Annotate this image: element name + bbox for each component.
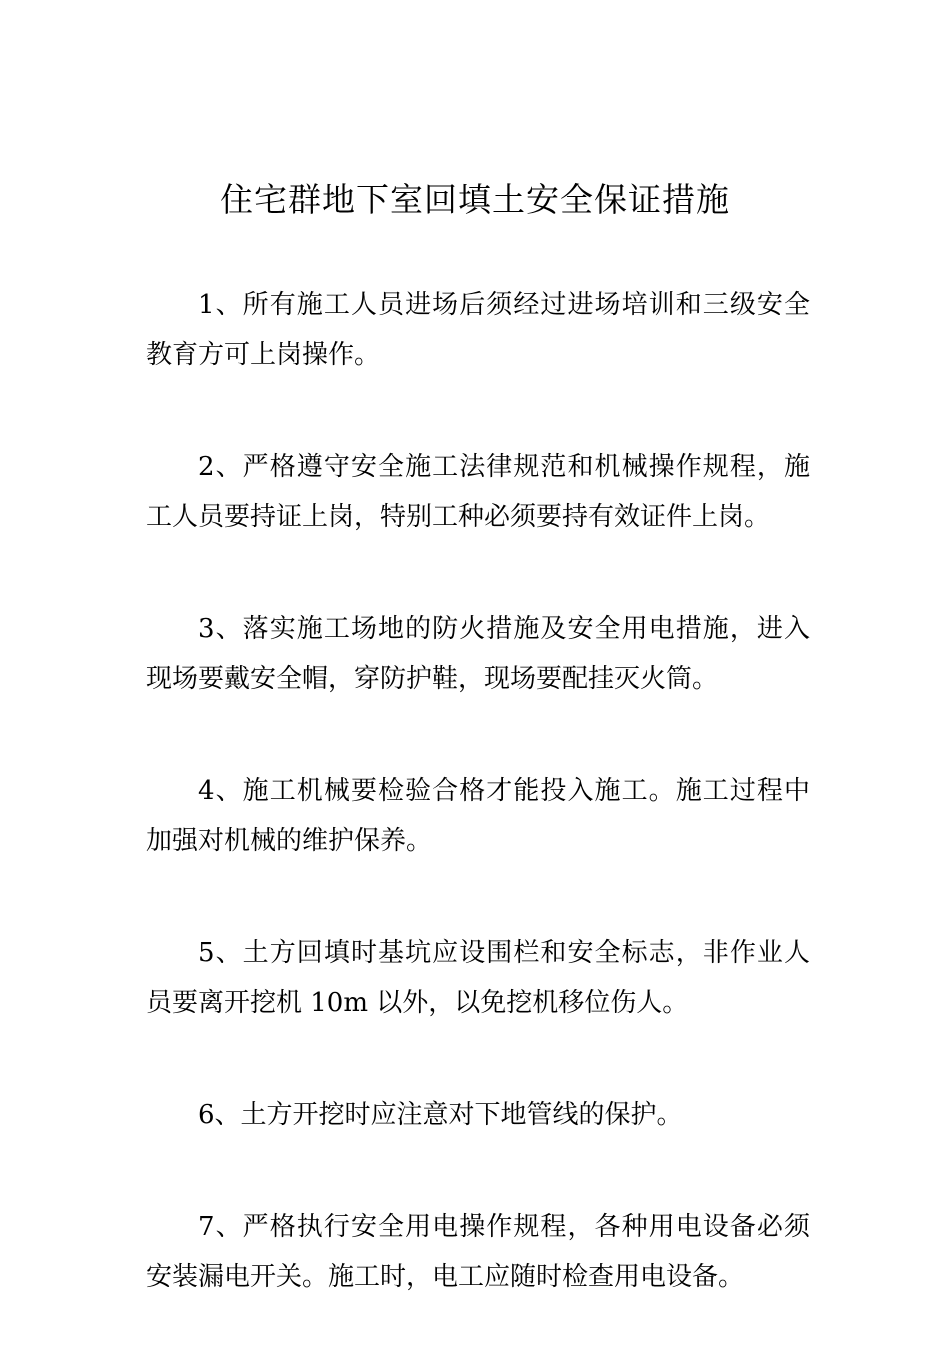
paragraph-2: 2、严格遵守安全施工法律规范和机械操作规程，施工人员要持证上岗，特别工种必须要持有效证件上岗。 [146,452,810,532]
paragraph-7: 7、严格执行安全用电操作规程，各种用电设备必须安装漏电开关。施工时，电工应随时检查用电设备。 [146,1212,810,1292]
document-body [146,280,810,1364]
document-title: 住宅群地下室回填土安全保证措施 [220,180,730,219]
paragraph-1: 1、所有施工人员进场后须经过进场培训和三级安全教育方可上岗操作。 [146,290,810,370]
paragraph-4: 4、施工机械要检验合格才能投入施工。施工过程中加强对机械的维护保养。 [146,776,810,856]
paragraph-5: 5、土方回填时基坑应设围栏和安全标志，非作业人员要离开挖机 10m 以外，以免挖机移位伤人。 [146,938,810,1018]
paragraph-3: 3、落实施工场地的防火措施及安全用电措施，进入现场要戴安全帽，穿防护鞋，现场要配挂灭火筒。 [146,614,810,694]
paragraph-6: 6、土方开挖时应注意对下地管线的保护。 [198,1100,683,1130]
